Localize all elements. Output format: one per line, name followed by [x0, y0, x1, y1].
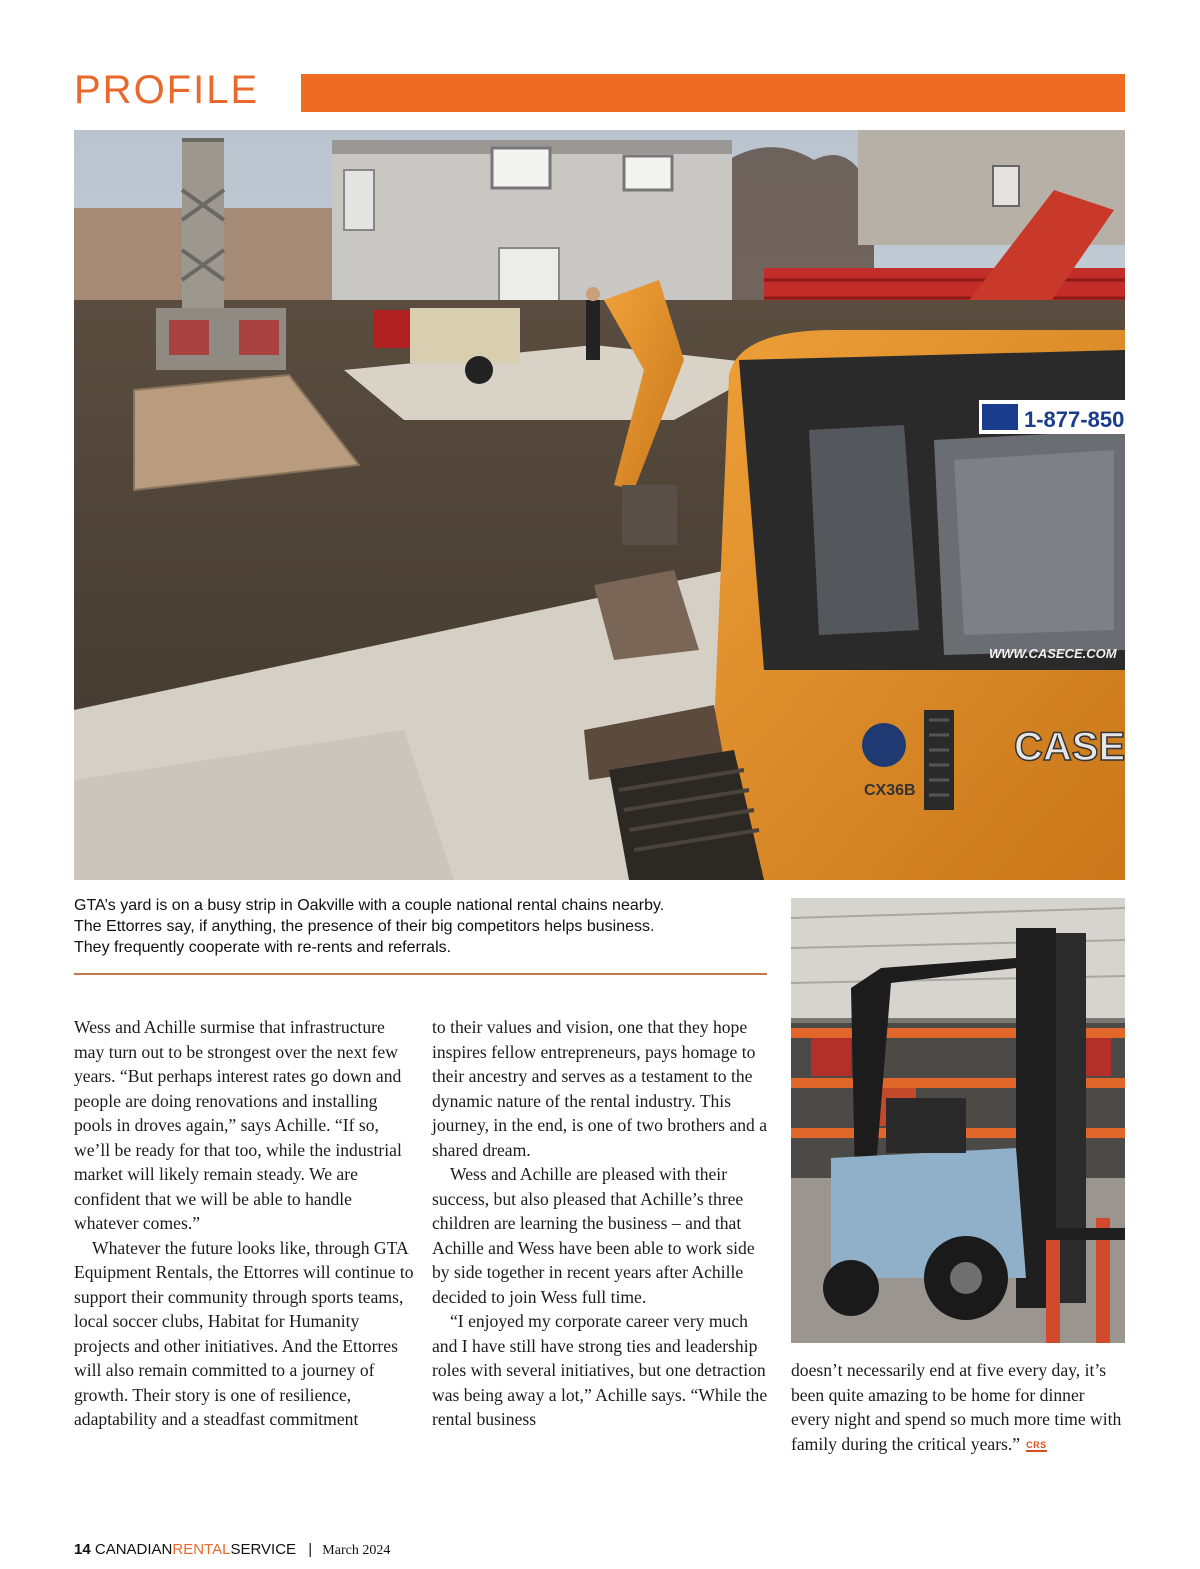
svg-text:CX36B: CX36B [864, 782, 916, 799]
article-column-1 [74, 1015, 414, 1432]
main-photo [74, 130, 1125, 880]
caption-line: They frequently cooperate with re-rents and referrals. [74, 939, 452, 956]
page-footer [74, 1539, 390, 1561]
caption-line: The Ettorres say, if anything, the presence of their big competitors helps business. [74, 918, 655, 935]
magazine-name-accent: RENTAL [172, 1541, 231, 1558]
article-column-3 [791, 1358, 1127, 1456]
caption-rule [74, 973, 767, 975]
caption-line: GTA’s yard is on a busy strip in Oakville with a couple national rental chains nearby. [74, 897, 665, 914]
svg-text:CASE: CASE [1014, 725, 1125, 769]
section-bar [301, 74, 1125, 112]
paragraph: Wess and Achille are pleased with their success, but also pleased that Achille’s three children are learning the business – and that Achille and Wess have been able to work side by side together in recent years after Achille decided to join Wess full time. [432, 1164, 755, 1307]
photo-caption [74, 895, 774, 958]
paragraph [791, 1358, 1127, 1456]
article-column-2 [432, 1015, 772, 1432]
section-label: PROFILE [74, 68, 260, 112]
footer-separator: | [308, 1541, 313, 1558]
side-photo [791, 898, 1125, 1343]
paragraph: Wess and Achille surmise that infrastructure may turn out to be strongest over the next few years. “But perhaps interest rates go down and people are doing renovations and installing pools in droves again,” says Achille. “If so, we’ll be ready for that too, while the industrial market will likely remain steady. We are confident that we will be able to handle whatever comes.” [74, 1017, 402, 1233]
svg-text:1-877-850: 1-877-850 [1024, 407, 1125, 432]
paragraph-text: doesn’t necessarily end at five every day, it’s been quite amazing to be home for dinner every night and spend so much more time with family during the critical years.” [791, 1360, 1122, 1454]
magazine-name-part: SERVICE [230, 1541, 297, 1558]
magazine-name-part: CANADIAN [94, 1541, 173, 1558]
page-number: 14 [74, 1541, 91, 1558]
magazine-name [95, 1541, 296, 1558]
issue-date: March 2024 [322, 1543, 391, 1558]
paragraph: “I enjoyed my corporate career very much and I have still have strong ties and leadership roles with several initiatives, but one detraction was being away a lot,” Achille says. “While the rental business [432, 1311, 768, 1429]
svg-text:WWW.CASECE.COM: WWW.CASECE.COM [989, 646, 1117, 661]
paragraph: Whatever the future looks like, through GTA Equipment Rentals, the Ettorres will continue to support their community through sports teams, local soccer clubs, Habitat for Humanity projects and other initiatives. And the Ettorres will also remain committed to a journey of growth. Their story is one of resilience, adaptability and a steadfast commitment [74, 1237, 414, 1429]
paragraph: to their values and vision, one that they hope inspires fellow entrepreneurs, pays homage to their ancestry and serves as a testament to the dynamic nature of the rental industry. This journey, in the end, is one of two brothers and a shared dream. [432, 1017, 768, 1160]
end-mark-logo: CRS [1026, 1439, 1047, 1450]
